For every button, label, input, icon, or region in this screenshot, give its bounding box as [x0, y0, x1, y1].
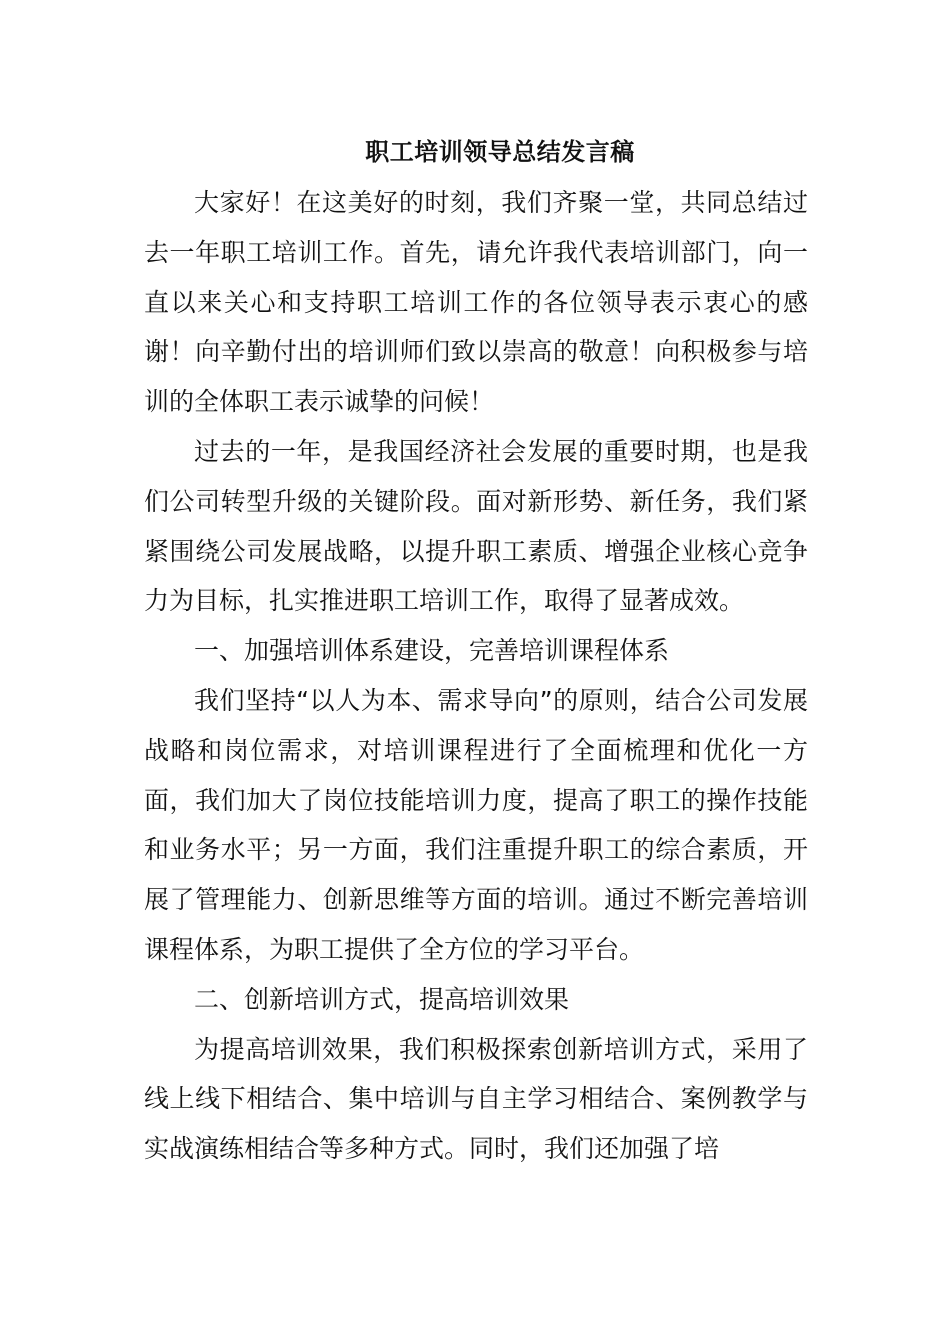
document-body — [144, 178, 808, 1174]
section-heading-2: 二、创新培训方式，提高培训效果 — [194, 984, 570, 1014]
section-heading-1: 一、加强培训体系建设，完善培训课程体系 — [194, 636, 670, 666]
paragraph-overview: 过去的一年，是我国经济社会发展的重要时期，也是我们公司转型升级的关键阶段。面对新形势、新任务，我们紧紧围绕公司发展战略，以提升职工素质、增强企业核心竞争力为目标，扎实推进职工培训工作，取得了显著成效。 — [144, 436, 808, 616]
paragraph-section-1: 我们坚持“以人为本、需求导向”的原则，结合公司发展战略和岗位需求，对培训课程进行了全面梳理和优化一方面，我们加大了岗位技能培训力度，提高了职工的操作技能和业务水平；另一方面，我们注重提升职工的综合素质，开展了管理能力、创新思维等方面的培训。通过不断完善培训课程体系，为职工提供了全方位的学习平台。 — [144, 685, 808, 964]
document-title: 职工培训领导总结发言稿 — [365, 138, 635, 166]
paragraph-section-2: 为提高培训效果，我们积极探索创新培训方式，采用了线上线下相结合、集中培训与自主学习相结合、案例教学与实战演练相结合等多种方式。同时，我们还加强了培 — [144, 1034, 808, 1164]
paragraph-greeting: 大家好！在这美好的时刻，我们齐聚一堂，共同总结过去一年职工培训工作。首先，请允许我代表培训部门，向一直以来关心和支持职工培训工作的各位领导表示衷心的感谢！向辛勤付出的培训师们致以崇高的敬意！向积极参与培训的全体职工表示诚挚的问候！ — [144, 188, 808, 417]
